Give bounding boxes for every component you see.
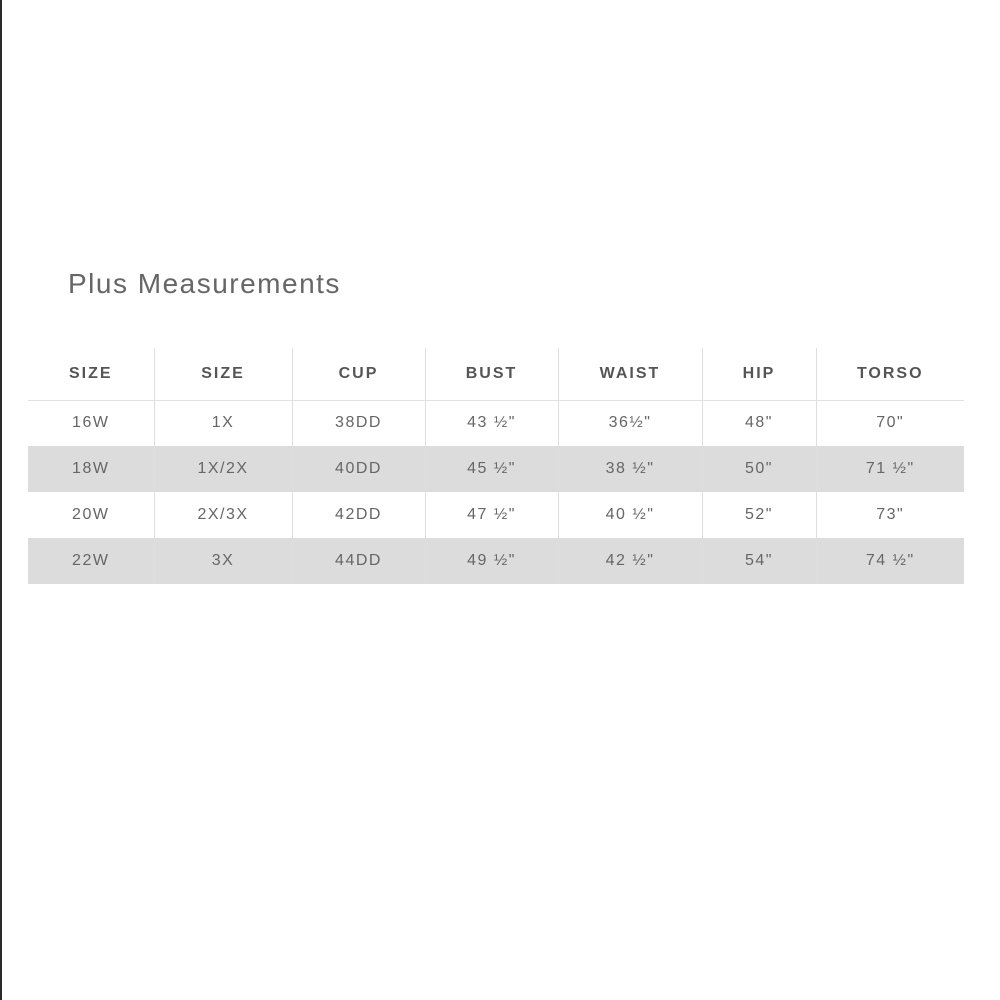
table-row — [28, 492, 964, 538]
table-cell: 16W — [28, 400, 154, 446]
table-header-row — [28, 348, 964, 400]
column-header-bust: BUST — [425, 348, 558, 400]
table-cell: 45 ½" — [425, 446, 558, 492]
table-cell: 38 ½" — [558, 446, 702, 492]
column-header-torso: TORSO — [816, 348, 964, 400]
table-cell: 3X — [154, 538, 292, 584]
table-cell: 48" — [702, 400, 816, 446]
table-cell: 74 ½" — [865, 552, 915, 569]
table-cell: 44DD — [292, 538, 425, 584]
column-header-hip: HIP — [702, 348, 816, 400]
table-cell: 42 ½" — [558, 538, 702, 584]
table-cell: 49 ½" — [425, 538, 558, 584]
table-cell: 38DD — [292, 400, 425, 446]
column-header-size-us: SIZE — [28, 348, 154, 400]
table-cell: 2X/3X — [154, 492, 292, 538]
column-header-cup: CUP — [292, 348, 425, 400]
table-row — [28, 538, 964, 584]
table-cell: 43 ½" — [425, 400, 558, 446]
table-cell: 1X/2X — [154, 446, 292, 492]
table-cell: 22W — [28, 538, 154, 584]
table-cell: 20W — [28, 492, 154, 538]
table-cell: 1X — [154, 400, 292, 446]
table-cell: 42DD — [292, 492, 425, 538]
table-cell: 54" — [702, 538, 816, 584]
left-border-line — [0, 0, 2, 1000]
table-cell: 40 ½" — [558, 492, 702, 538]
column-header-waist: WAIST — [558, 348, 702, 400]
plus-size-chart-table — [28, 348, 964, 584]
table-cell: 18W — [28, 446, 154, 492]
table-cell: 36½" — [558, 400, 702, 446]
table-cell: 40DD — [292, 446, 425, 492]
table-row — [28, 446, 964, 492]
table-cell: 50" — [702, 446, 816, 492]
table-cell: 52" — [702, 492, 816, 538]
table-cell: 70" — [876, 414, 905, 432]
table-cell: 47 ½" — [425, 492, 558, 538]
page-title: Plus Measurements — [68, 268, 341, 299]
column-header-size-alpha: SIZE — [154, 348, 292, 400]
table-row — [28, 400, 964, 446]
table-cell: 71 ½" — [865, 460, 915, 477]
table-cell: 73" — [876, 506, 905, 523]
